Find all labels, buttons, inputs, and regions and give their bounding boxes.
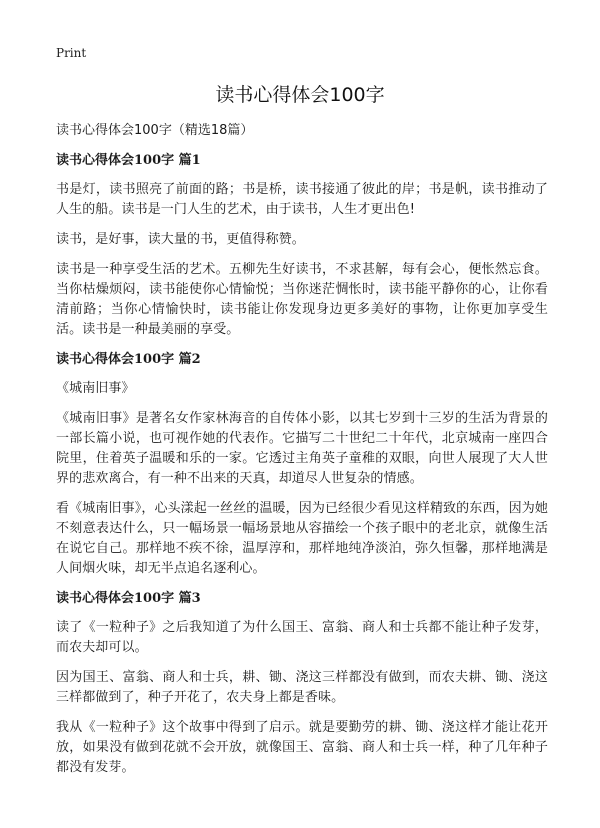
article-subtitle: 读书心得体会100字（精选18篇）	[56, 123, 254, 138]
paragraph: 因为国王、富翁、商人和士兵，耕、锄、浇这三样都没有做到，而农夫耕、锄、浇这三样都做到了，种子开花了，农夫身上都是香味。	[56, 670, 548, 705]
article-body	[56, 121, 548, 788]
paragraph: 我从《一粒种子》这个故事中得到了启示。就是要勤劳的耕、锄、浇这样才能让花开放，如果没有做到花就不会开放，就像国王、富翁、商人和士兵一样，种了几年种子都没有发芽。	[56, 720, 548, 775]
section-2	[56, 350, 548, 579]
paragraph: 读了《一粒种子》之后我知道了为什么国王、富翁、商人和士兵都不能让种子发芽，而农夫却可以。	[56, 620, 548, 655]
paragraph: 读书是一种享受生活的艺术。五柳先生好读书，不求甚解，每有会心，便怅然忘食。当你枯燥烦闷，读书能使你心情愉悦；当你迷茫惆怅时，读书能平静你的心，让你看清前路；当你心情愉快时，读书能让你发现身边更多美好的事物，让你更加享受生活。读书是一种最美丽的享受。	[56, 262, 548, 337]
paragraph: 看《城南旧事》，心头漾起一丝丝的温暖，因为已经很少看见这样精致的东西，因为她不刻意表达什么，只一幅场景一幅场景地从容描绘一个孩子眼中的老北京，就像生活在说它自己。那样地不疾不徐，温厚淳和，那样地纯净淡泊，弥久恒馨，那样地满是人间烟火味，却无半点追名逐利心。	[56, 501, 548, 576]
print-link[interactable]: Print	[56, 46, 87, 60]
paragraph: 读书，是好事，读大量的书，更值得称赞。	[56, 232, 305, 247]
section-1	[56, 151, 548, 340]
section-heading: 读书心得体会100字 篇1	[56, 153, 201, 168]
page-title: 读书心得体会100字	[215, 84, 385, 106]
section-3	[56, 589, 548, 778]
section-heading: 读书心得体会100字 篇3	[56, 591, 201, 606]
book-title-line: 《城南旧事》	[56, 381, 135, 396]
section-heading: 读书心得体会100字 篇2	[56, 352, 201, 367]
paragraph: 《城南旧事》是著名女作家林海音的自传体小影，以其七岁到十三岁的生活为背景的一部长篇小说，也可视作她的代表作。它描写二十世纪二十年代，北京城南一座四合院里，住着英子温暖和乐的一家。它透过主角英子童稚的双眼，向世人展现了大人世界的悲欢离合，有一种不出来的天真，却道尽人世复杂的情感。	[56, 411, 548, 486]
paragraph: 书是灯，读书照亮了前面的路；书是桥，读书接通了彼此的岸；书是帆，读书推动了人生的船。读书是一门人生的艺术，由于读书，人生才更出色!	[56, 182, 548, 217]
